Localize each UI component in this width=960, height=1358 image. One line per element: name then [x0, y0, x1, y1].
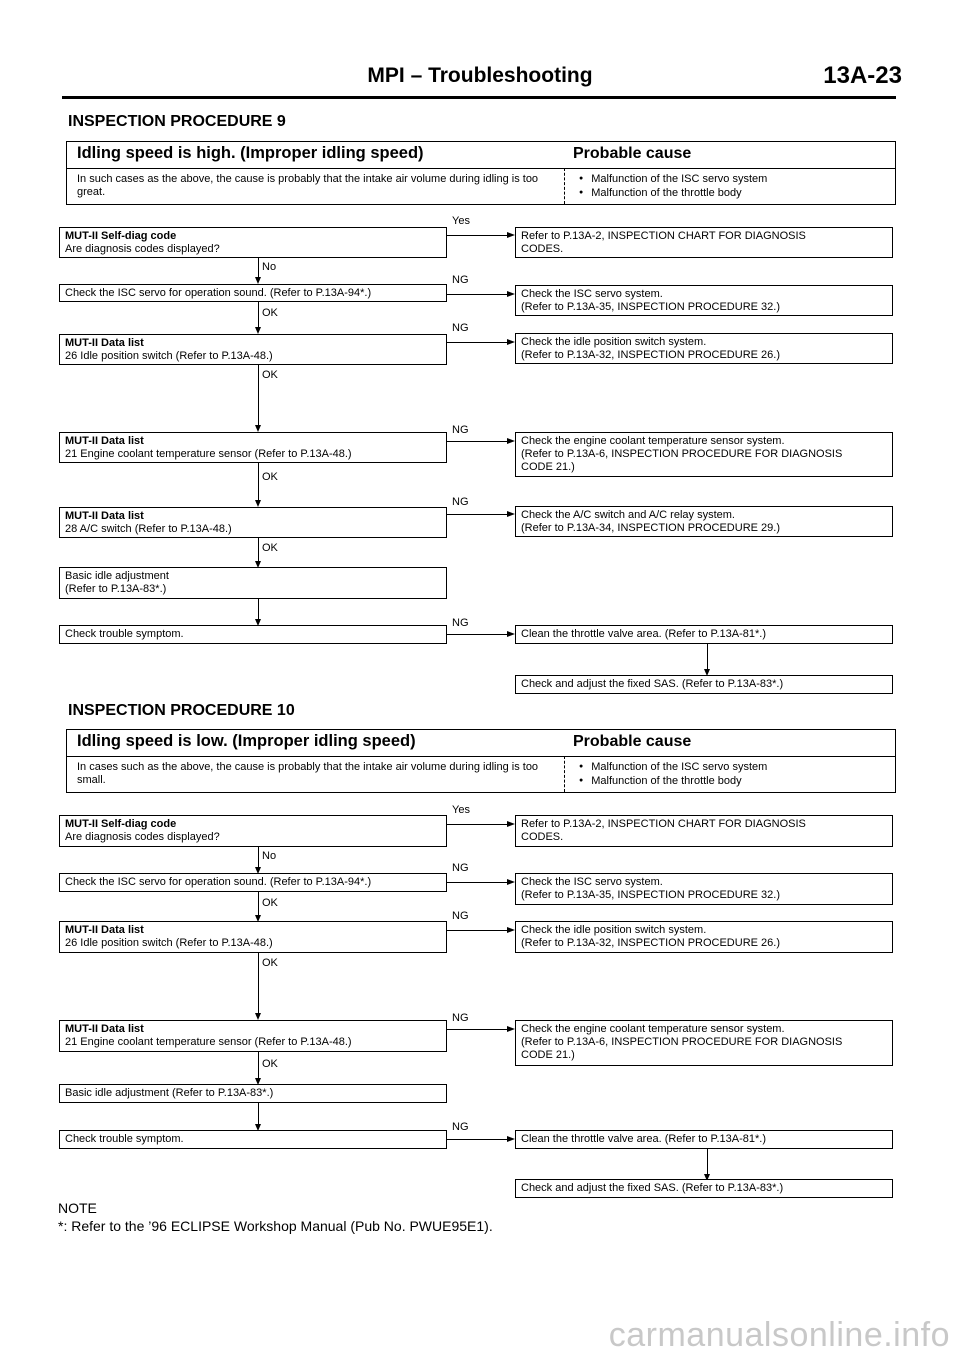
- cause-item: ● Malfunction of the throttle body: [579, 187, 767, 201]
- watermark: carmanualsonline.info: [608, 1316, 950, 1354]
- flow-label-ng: NG: [452, 862, 469, 874]
- step-self-diag-code: MUT-II Self-diag code Are diagnosis codes displayed?: [59, 815, 447, 847]
- probable-cause-heading: Probable cause: [573, 145, 692, 162]
- result-coolant-temp-sensor: Check the engine coolant temperature sensor system. (Refer to P.13A-6, INSPECTION PROCEDURE FOR DIAGNOSIS CODE 21.): [515, 432, 893, 477]
- flow-label-ng: NG: [452, 274, 469, 286]
- flow-label-ok: OK: [262, 369, 278, 381]
- cause-item: ● Malfunction of the ISC servo system: [579, 173, 767, 187]
- result-idle-position-switch: Check the idle position switch system. (Refer to P.13A-32, INSPECTION PROCEDURE 26.): [515, 333, 893, 364]
- symptom-heading: Idling speed is high. (Improper idling speed): [77, 144, 424, 162]
- procedure-9-title: INSPECTION PROCEDURE 9: [68, 113, 286, 130]
- result-inspection-chart: Refer to P.13A-2, INSPECTION CHART FOR DIAGNOSIS CODES.: [515, 815, 893, 847]
- result-clean-throttle-valve: Clean the throttle valve area. (Refer to P.13A-81*.): [515, 625, 893, 644]
- step-basic-idle-adjustment: Basic idle adjustment (Refer to P.13A-83*.): [59, 1084, 447, 1103]
- flow-label-ng: NG: [452, 496, 469, 508]
- result-adjust-fixed-sas: Check and adjust the fixed SAS. (Refer to P.13A-83*.): [515, 1179, 893, 1198]
- flow-label-ng: NG: [452, 910, 469, 922]
- step-ac-switch: MUT-II Data list 28 A/C switch (Refer to P.13A-48.): [59, 507, 447, 538]
- result-inspection-chart: Refer to P.13A-2, INSPECTION CHART FOR DIAGNOSIS CODES.: [515, 227, 893, 258]
- step-check-trouble-symptom: Check trouble symptom.: [59, 1130, 447, 1149]
- page-header-title: MPI – Troubleshooting: [367, 64, 593, 87]
- flow-label-ng: NG: [452, 322, 469, 334]
- symptom-heading: Idling speed is low. (Improper idling speed): [77, 732, 416, 750]
- procedure-10-symptom-table: [66, 729, 896, 793]
- probable-cause-list: [579, 173, 767, 201]
- flow-label-yes: Yes: [452, 804, 470, 816]
- symptom-description: In cases such as the above, the cause is probably that the intake air volume during idling is too small.: [77, 761, 539, 786]
- step-idle-position-switch: MUT-II Data list 26 Idle position switch (Refer to P.13A-48.): [59, 334, 447, 365]
- flow-label-ok: OK: [262, 471, 278, 483]
- flow-label-ok: OK: [262, 1058, 278, 1070]
- flow-label-ok: OK: [262, 957, 278, 969]
- flow-label-ok: OK: [262, 542, 278, 554]
- flow-label-ok: OK: [262, 307, 278, 319]
- flow-label-no: No: [262, 850, 277, 862]
- flow-label-ng: NG: [452, 424, 469, 436]
- flow-label-ng: NG: [452, 617, 469, 629]
- probable-cause-list: [579, 761, 767, 789]
- step-check-trouble-symptom: Check trouble symptom.: [59, 625, 447, 644]
- cause-item: ● Malfunction of the throttle body: [579, 775, 767, 789]
- procedure-10-title: INSPECTION PROCEDURE 10: [68, 702, 295, 719]
- header-rule: [62, 96, 896, 99]
- step-self-diag-code: MUT-II Self-diag code Are diagnosis codes displayed?: [59, 227, 447, 258]
- step-basic-idle-adjustment: Basic idle adjustment (Refer to P.13A-83*.): [59, 567, 447, 599]
- result-adjust-fixed-sas: Check and adjust the fixed SAS. (Refer to P.13A-83*.): [515, 675, 893, 694]
- symptom-description: In such cases as the above, the cause is probably that the intake air volume during idling is too great.: [77, 173, 539, 198]
- result-isc-servo-system: Check the ISC servo system. (Refer to P.13A-35, INSPECTION PROCEDURE 32.): [515, 285, 893, 316]
- result-isc-servo-system: Check the ISC servo system. (Refer to P.13A-35, INSPECTION PROCEDURE 32.): [515, 873, 893, 905]
- flow-label-ng: NG: [452, 1012, 469, 1024]
- flow-label-no: No: [262, 261, 277, 273]
- probable-cause-heading: Probable cause: [573, 733, 692, 750]
- result-clean-throttle-valve: Clean the throttle valve area. (Refer to P.13A-81*.): [515, 1130, 893, 1149]
- step-idle-position-switch: MUT-II Data list 26 Idle position switch (Refer to P.13A-48.): [59, 921, 447, 953]
- note-title: NOTE: [58, 1200, 97, 1216]
- step-isc-servo-sound: Check the ISC servo for operation sound. (Refer to P.13A-94*.): [59, 284, 447, 302]
- flow-label-ng: NG: [452, 1121, 469, 1133]
- step-coolant-temp-sensor: MUT-II Data list 21 Engine coolant temperature sensor (Refer to P.13A-48.): [59, 1020, 447, 1052]
- note-text: *: Refer to the ’96 ECLIPSE Workshop Manual (Pub No. PWUE95E1).: [58, 1218, 493, 1234]
- procedure-9-symptom-table: [66, 141, 896, 205]
- page-number: 13A-23: [823, 62, 902, 89]
- result-idle-position-switch: Check the idle position switch system. (Refer to P.13A-32, INSPECTION PROCEDURE 26.): [515, 921, 893, 953]
- cause-item: ● Malfunction of the ISC servo system: [579, 761, 767, 775]
- step-coolant-temp-sensor: MUT-II Data list 21 Engine coolant temperature sensor (Refer to P.13A-48.): [59, 432, 447, 463]
- flow-label-ok: OK: [262, 897, 278, 909]
- step-isc-servo-sound: Check the ISC servo for operation sound. (Refer to P.13A-94*.): [59, 873, 447, 892]
- result-ac-switch-relay: Check the A/C switch and A/C relay system. (Refer to P.13A-34, INSPECTION PROCEDURE 29.): [515, 506, 893, 537]
- result-coolant-temp-sensor: Check the engine coolant temperature sensor system. (Refer to P.13A-6, INSPECTION PROCEDURE FOR DIAGNOSIS CODE 21.): [515, 1020, 893, 1066]
- flow-label-yes: Yes: [452, 215, 470, 227]
